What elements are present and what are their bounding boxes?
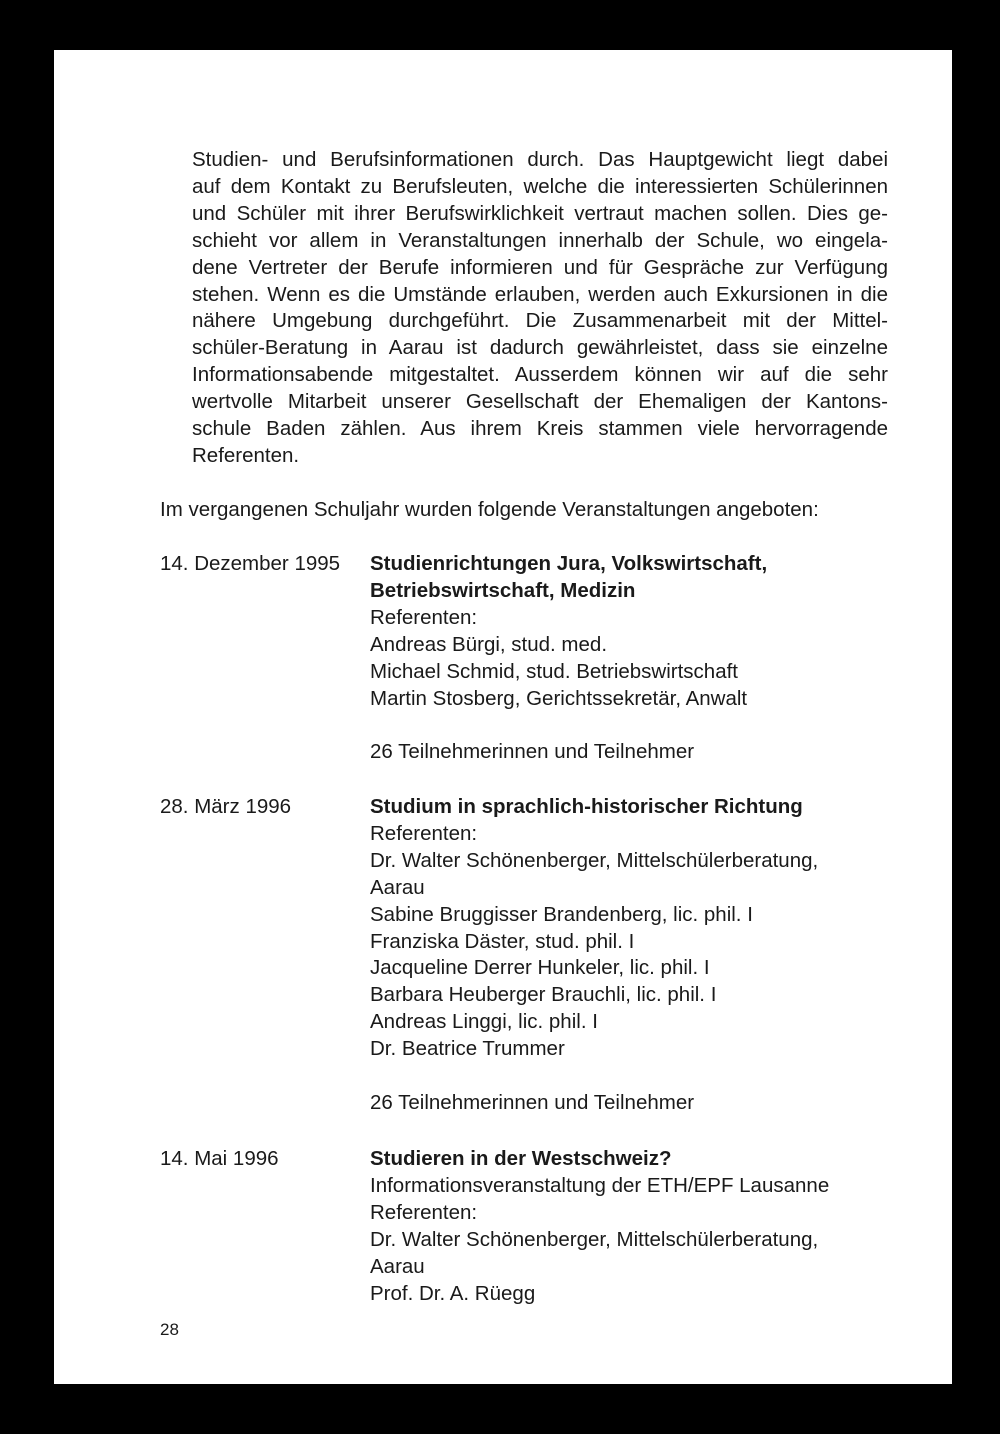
- event-details: [370, 794, 920, 1117]
- intro-line: schule Baden zählen. Aus ihrem Kreis stammen viele hervorragende: [192, 417, 888, 441]
- speaker: Dr. Walter Schönenberger, Mittelschülerberatung,: [370, 848, 819, 872]
- page-number: 28: [160, 1320, 179, 1339]
- event-date: 14. Dezember 1995: [160, 552, 341, 575]
- events-lead-sentence: Im vergangenen Schuljahr wurden folgende Veranstaltungen angeboten:: [160, 498, 819, 521]
- intro-line: dene Vertreter der Berufe informieren und für Gespräche zur Verfügung: [192, 255, 888, 279]
- referenten-label: Referenten:: [370, 605, 478, 629]
- spacer: [370, 1063, 920, 1090]
- speaker: Aarau: [370, 1254, 425, 1278]
- speaker: Jacqueline Derrer Hunkeler, lic. phil. I: [370, 956, 710, 980]
- event-subtitle: Informationsveranstaltung der ETH/EPF Lausanne: [370, 1173, 830, 1197]
- speaker: Andreas Bürgi, stud. med.: [370, 632, 608, 656]
- intro-line: auf dem Kontakt zu Berufsleuten, welche die interessierten Schülerinnen: [192, 174, 888, 198]
- participants-count: 26 Teilnehmerinnen und Teilnehmer: [370, 740, 695, 764]
- speaker: Franziska Däster, stud. phil. I: [370, 929, 635, 953]
- speaker: Andreas Linggi, lic. phil. I: [370, 1010, 598, 1034]
- intro-line: wertvolle Mitarbeit unserer Gesellschaft der Ehemaligen der Kantons-: [192, 390, 888, 414]
- intro-line: und Schüler mit ihrer Berufswirklichkeit vertraut machen sollen. Dies ge-: [192, 201, 888, 225]
- intro-line: Informationsabende mitgestaltet. Ausserdem können wir auf die sehr: [192, 363, 888, 387]
- speaker: Sabine Bruggisser Brandenberg, lic. phil. I: [370, 902, 753, 926]
- spacer: [370, 712, 920, 739]
- intro-paragraph: [192, 147, 888, 470]
- event-title: Studieren in der Westschweiz?: [370, 1147, 672, 1170]
- event-details: [370, 551, 920, 766]
- intro-line: nähere Umgebung durchgeführt. Die Zusammenarbeit mit der Mittel-: [192, 309, 888, 333]
- referenten-label: Referenten:: [370, 821, 478, 845]
- speaker: Martin Stosberg, Gerichtssekretär, Anwalt: [370, 686, 748, 710]
- intro-line: schüler-Beratung in Aarau ist dadurch gewährleistet, dass sie einzelne: [192, 336, 888, 360]
- intro-line: schieht vor allem in Veranstaltungen innerhalb der Schule, wo eingela-: [192, 228, 888, 252]
- event-title: Studienrichtungen Jura, Volkswirtschaft,: [370, 552, 768, 575]
- participants-count: 26 Teilnehmerinnen und Teilnehmer: [370, 1090, 695, 1114]
- speaker: Aarau: [370, 875, 425, 899]
- intro-line: Referenten.: [192, 443, 300, 467]
- event-details: [370, 1146, 920, 1307]
- intro-line: Studien- und Berufsinformationen durch. Das Hauptgewicht liegt dabei: [192, 148, 888, 171]
- speaker: Michael Schmid, stud. Betriebswirtschaft: [370, 659, 738, 683]
- referenten-label: Referenten:: [370, 1200, 478, 1224]
- speaker: Dr. Beatrice Trummer: [370, 1037, 565, 1061]
- intro-line: stehen. Wenn es die Umstände erlauben, werden auch Exkursionen in die: [192, 282, 888, 306]
- speaker: Prof. Dr. A. Rüegg: [370, 1281, 536, 1305]
- event-date: 28. März 1996: [160, 795, 292, 818]
- event-title: Studium in sprachlich-historischer Richtung: [370, 795, 803, 818]
- event-title: Betriebswirtschaft, Medizin: [370, 578, 636, 602]
- event-date: 14. Mai 1996: [160, 1147, 279, 1170]
- document-page: [54, 50, 952, 1384]
- speaker: Barbara Heuberger Brauchli, lic. phil. I: [370, 983, 717, 1007]
- speaker: Dr. Walter Schönenberger, Mittelschülerberatung,: [370, 1227, 819, 1251]
